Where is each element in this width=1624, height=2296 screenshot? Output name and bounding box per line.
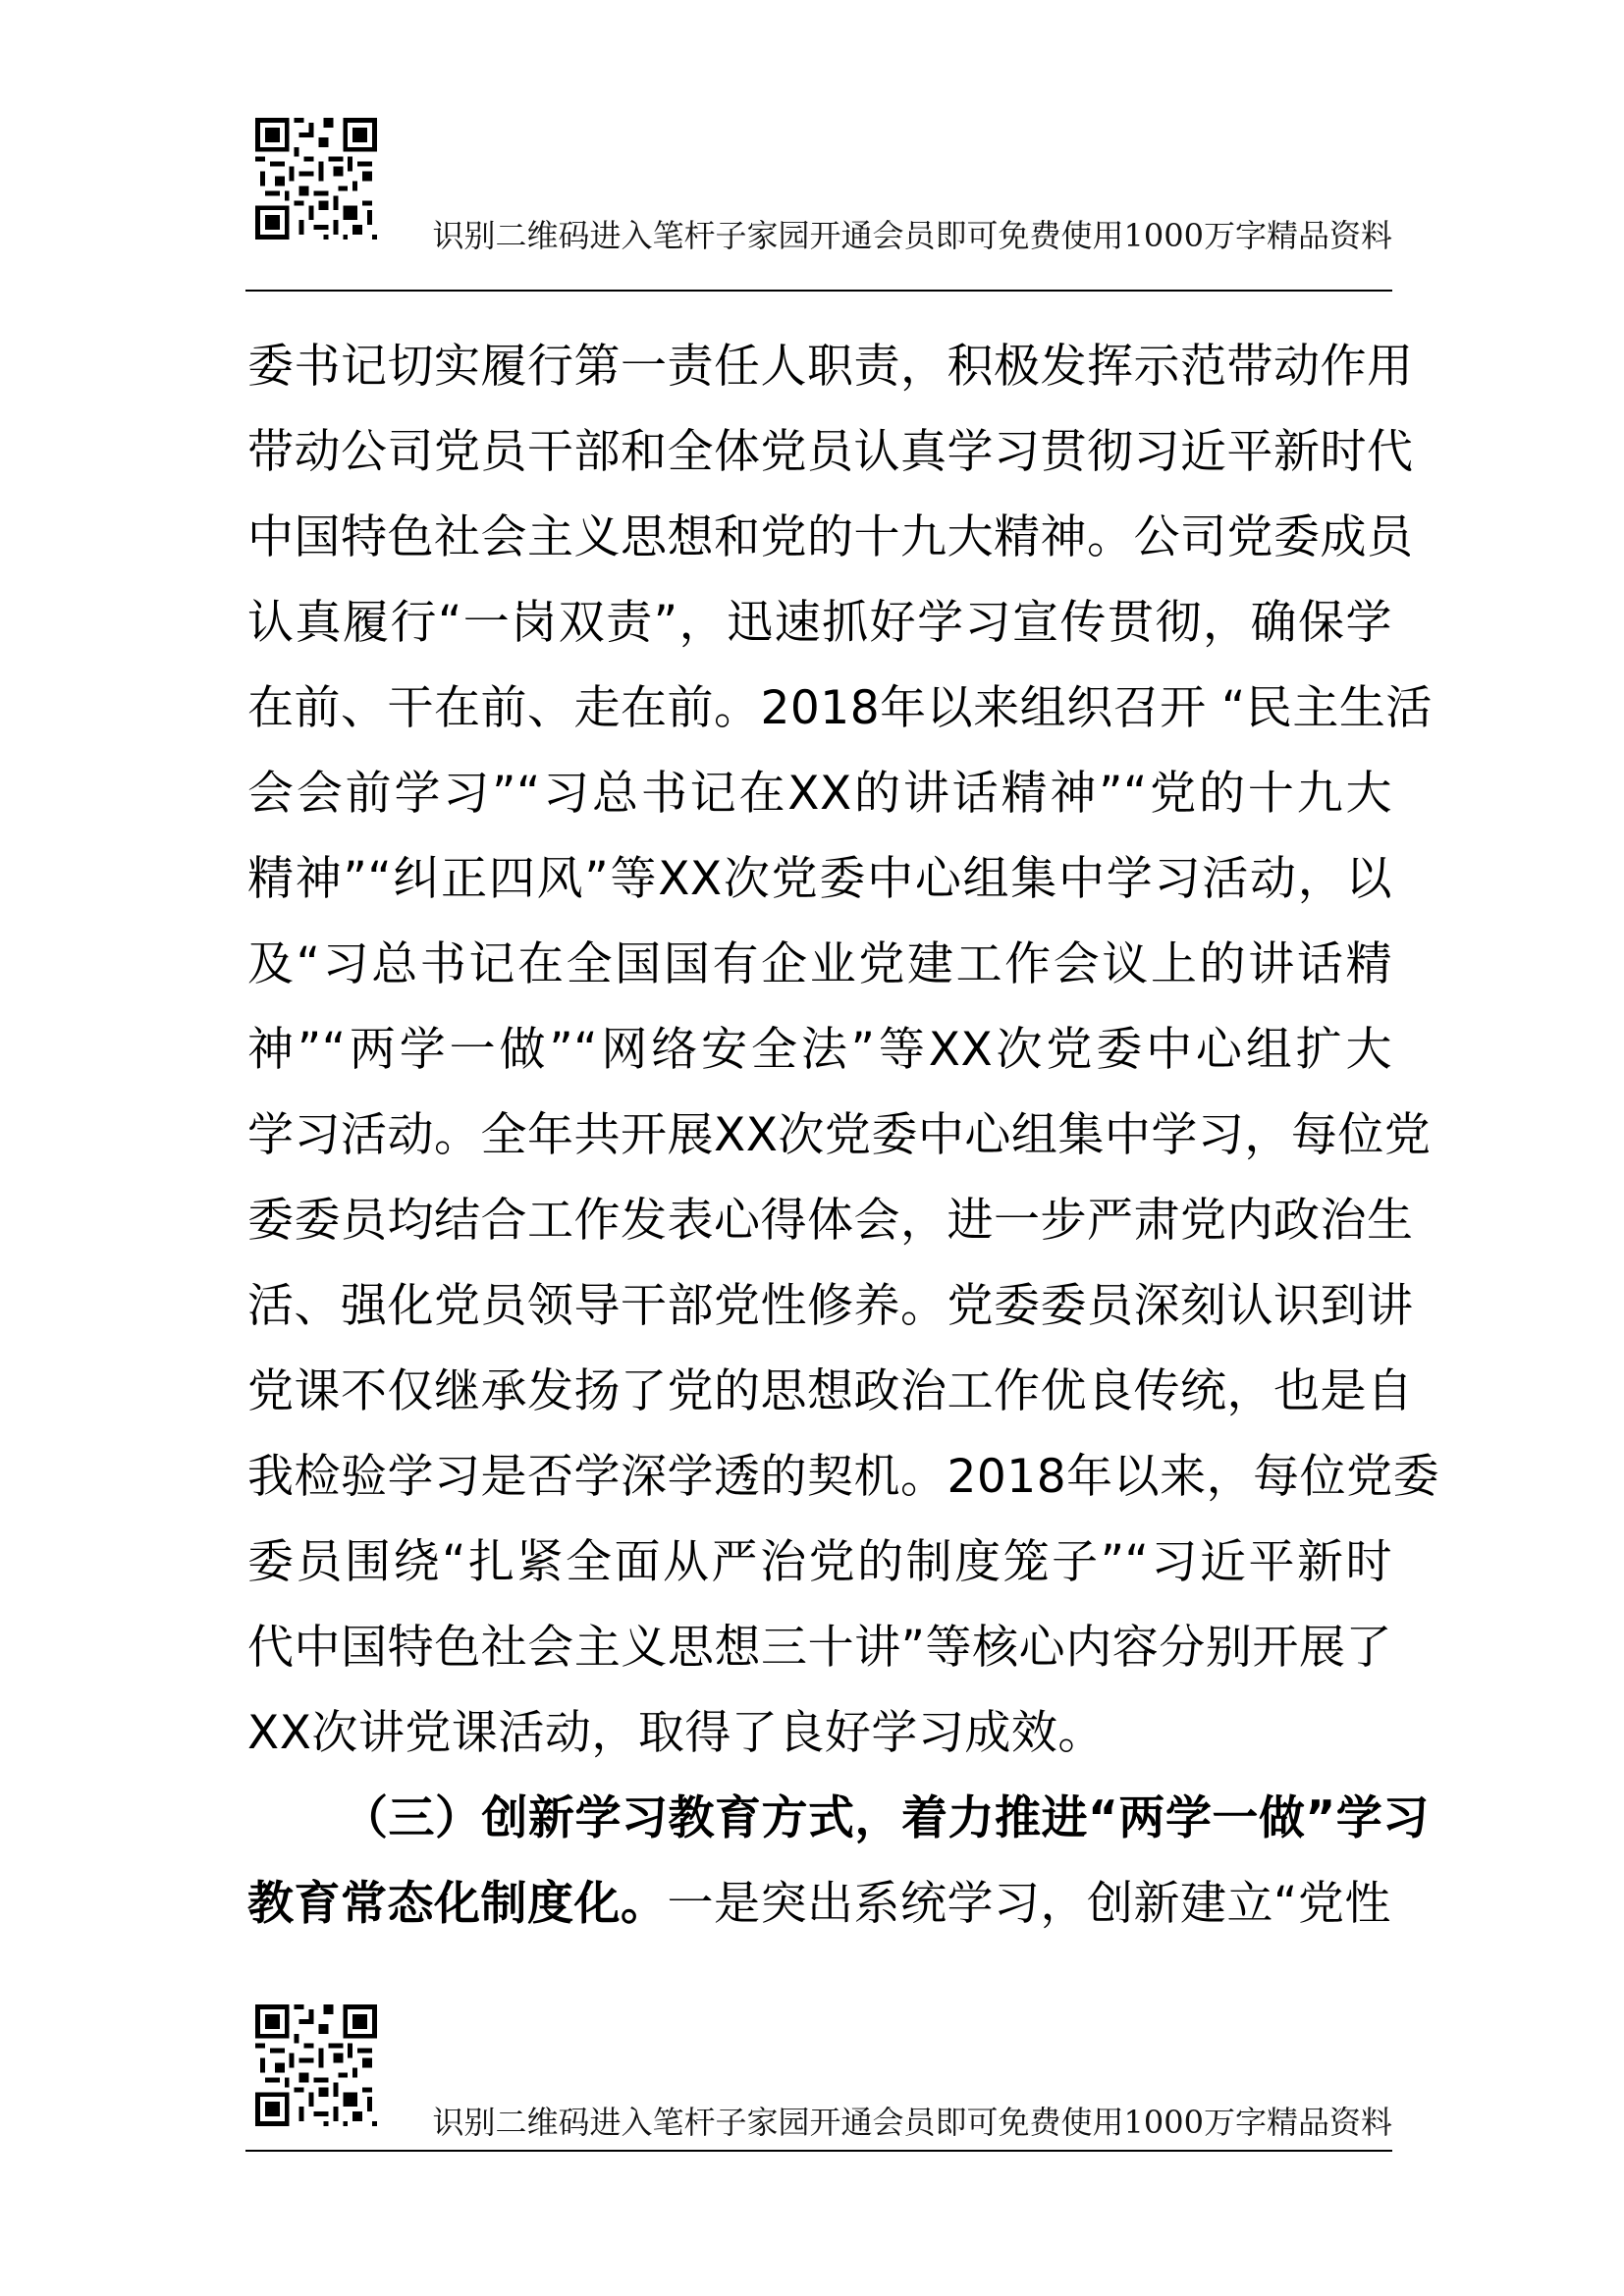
header-banner-text: 识别二维码进入笔杆子家园开通会员即可免费使用1000万字精品资料 [432, 217, 1392, 254]
section-heading-continued [247, 1861, 1392, 1947]
body-line-tail: 一是突出系统学习，创新建立“党性 [667, 1877, 1391, 1931]
body-line: 学习活动。全年共开展XX次党委中心组集中学习，每位党 [247, 1108, 1432, 1162]
body-line: 代中国特色社会主义思想三十讲”等核心内容分别开展了 [247, 1621, 1392, 1675]
body-line: 会会前学习”“习总书记在XX的讲话精神”“党的十九大 [247, 767, 1392, 821]
body-line: 我检验学习是否学深学透的契机。2018年以来，每位党委 [247, 1450, 1440, 1504]
qr-code-icon [255, 118, 377, 240]
footer-divider [245, 2150, 1392, 2152]
body-line: 中国特色社会主义思想和党的十九大精神。公司党委成员 [247, 510, 1414, 564]
body-line: 认真履行“一岗双责”，迅速抓好学习宣传贯彻，确保学 [247, 596, 1392, 650]
document-body [247, 324, 1440, 1947]
body-line: 及“习总书记在全国国有企业党建工作会议上的讲话精 [247, 937, 1392, 991]
section-heading-end: 教育常态化制度化。 [247, 1877, 668, 1931]
body-line: 精神”“纠正四风”等XX次党委中心组集中学习活动，以 [247, 852, 1392, 906]
qr-code-icon [255, 2004, 377, 2126]
body-line: 委员围绕“扎紧全面从严治党的制度笼子”“习近平新时 [247, 1535, 1392, 1589]
section-heading: （三）创新学习教育方式，着力推进“两学一做”学习 [342, 1791, 1430, 1845]
header-divider [245, 290, 1392, 292]
footer-banner-text: 识别二维码进入笔杆子家园开通会员即可免费使用1000万字精品资料 [432, 2104, 1392, 2141]
body-line: 带动公司党员干部和全体党员认真学习贯彻习近平新时代 [247, 425, 1414, 479]
body-line: 在前、干在前、走在前。2018年以来组织召开 “民主生活 [247, 681, 1433, 735]
body-line: 神”“两学一做”“网络安全法”等XX次党委中心组扩大 [247, 1023, 1392, 1077]
body-line: 委书记切实履行第一责任人职责，积极发挥示范带动作用 [247, 340, 1414, 394]
body-line: 党课不仅继承发扬了党的思想政治工作优良传统，也是自 [247, 1364, 1414, 1418]
body-line: 活、强化党员领导干部党性修养。党委委员深刻认识到讲 [247, 1279, 1414, 1333]
body-line: XX次讲党课活动，取得了良好学习成效。 [247, 1706, 1105, 1760]
body-line: 委委员均结合工作发表心得体会，进一步严肃党内政治生 [247, 1194, 1414, 1248]
